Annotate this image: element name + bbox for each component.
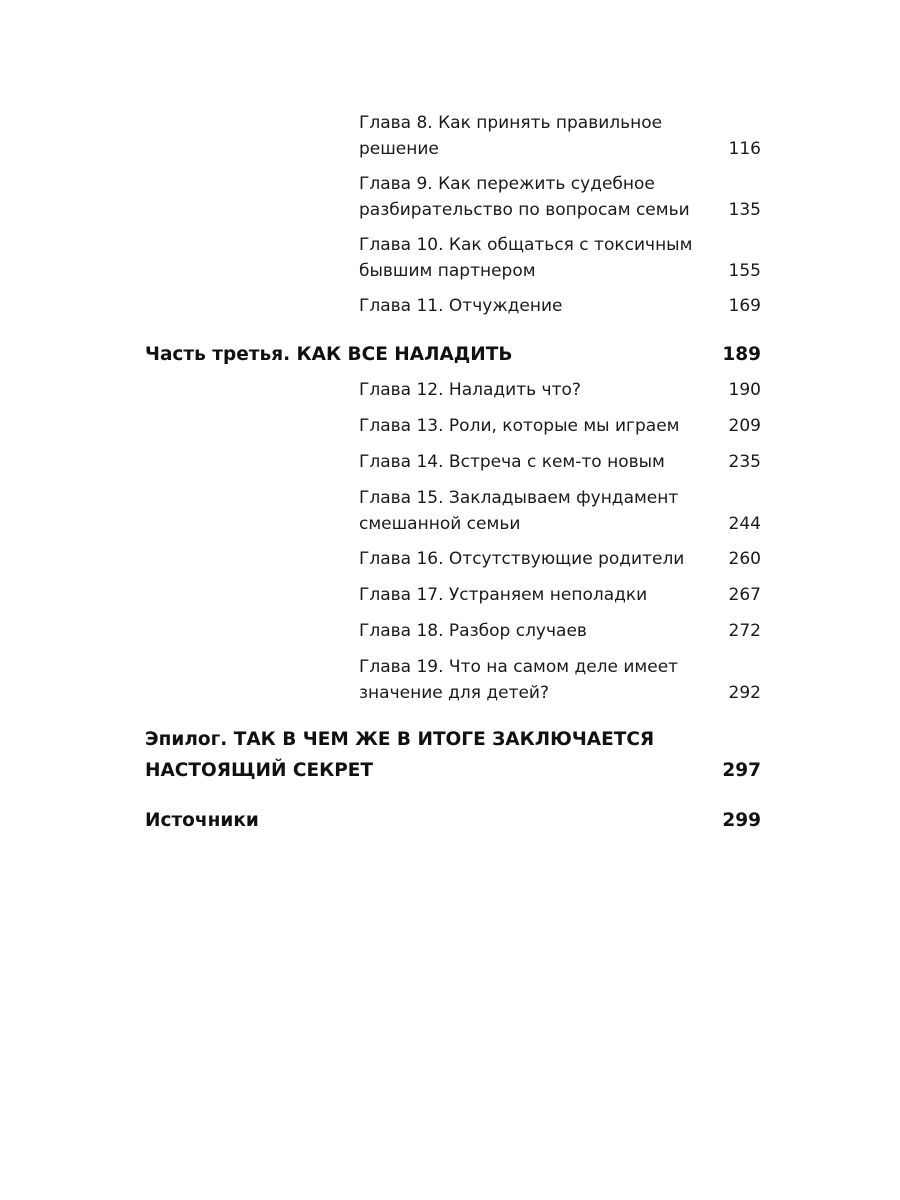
chapter-title: Глава 11. Отчуждение [359, 296, 563, 316]
chapter-title: Глава 9. Как пережить судебное разбирательство по вопросам семьи [359, 174, 690, 220]
chapter-page-number: 190 [728, 380, 761, 400]
chapter-page-number: 155 [728, 261, 761, 281]
chapter-title: Глава 12. Наладить что? [359, 380, 581, 400]
chapter-title: Глава 14. Встреча с кем-то новым [359, 452, 665, 472]
chapter-page-number: 235 [728, 452, 761, 472]
section-page-number: 297 [722, 760, 761, 781]
chapter-page-number: 292 [728, 683, 761, 703]
toc-chapter-17 [359, 582, 761, 608]
toc-chapter-13 [359, 413, 761, 439]
chapter-title: Глава 15. Закладываем фундамент смешанной семьи [359, 488, 679, 534]
toc-chapter-9 [359, 171, 761, 223]
section-page-number: 299 [722, 810, 761, 831]
chapter-page-number: 260 [728, 549, 761, 569]
chapter-page-number: 135 [728, 200, 761, 220]
chapter-title: Глава 10. Как общаться с токсичным бывшим партнером [359, 235, 693, 281]
toc-chapter-8 [359, 110, 761, 162]
toc-part-three [145, 339, 761, 370]
chapter-title: Глава 17. Устраняем неполадки [359, 585, 648, 605]
section-title: Источники [145, 810, 259, 831]
chapter-title: Глава 16. Отсутствующие родители [359, 549, 685, 569]
toc-chapter-15 [359, 485, 761, 537]
toc-chapter-14 [359, 449, 761, 475]
chapter-title: Глава 8. Как принять правильное решение [359, 113, 663, 159]
chapter-title: Глава 18. Разбор случаев [359, 621, 587, 641]
chapter-page-number: 267 [728, 585, 761, 605]
chapter-page-number: 209 [728, 416, 761, 436]
chapter-title: Глава 13. Роли, которые мы играем [359, 416, 680, 436]
toc-chapter-12 [359, 377, 761, 403]
chapter-page-number: 244 [728, 514, 761, 534]
toc-chapter-11 [359, 293, 761, 319]
chapter-page-number: 272 [728, 621, 761, 641]
chapter-page-number: 169 [728, 296, 761, 316]
toc-chapter-16 [359, 546, 761, 572]
toc-chapter-19 [359, 654, 761, 706]
toc-chapter-18 [359, 618, 761, 644]
toc-chapter-10 [359, 232, 761, 284]
section-page-number: 189 [722, 344, 761, 365]
section-title: Часть третья. КАК ВСЕ НАЛАДИТЬ [145, 344, 513, 365]
toc-sources [145, 805, 761, 836]
toc-epilogue [145, 724, 761, 786]
section-title: Эпилог. ТАК В ЧЕМ ЖЕ В ИТОГЕ ЗАКЛЮЧАЕТСЯ НАСТОЯЩИЙ СЕКРЕТ [145, 729, 655, 781]
chapter-page-number: 116 [728, 139, 761, 159]
chapter-title: Глава 19. Что на самом деле имеет значение для детей? [359, 657, 679, 703]
